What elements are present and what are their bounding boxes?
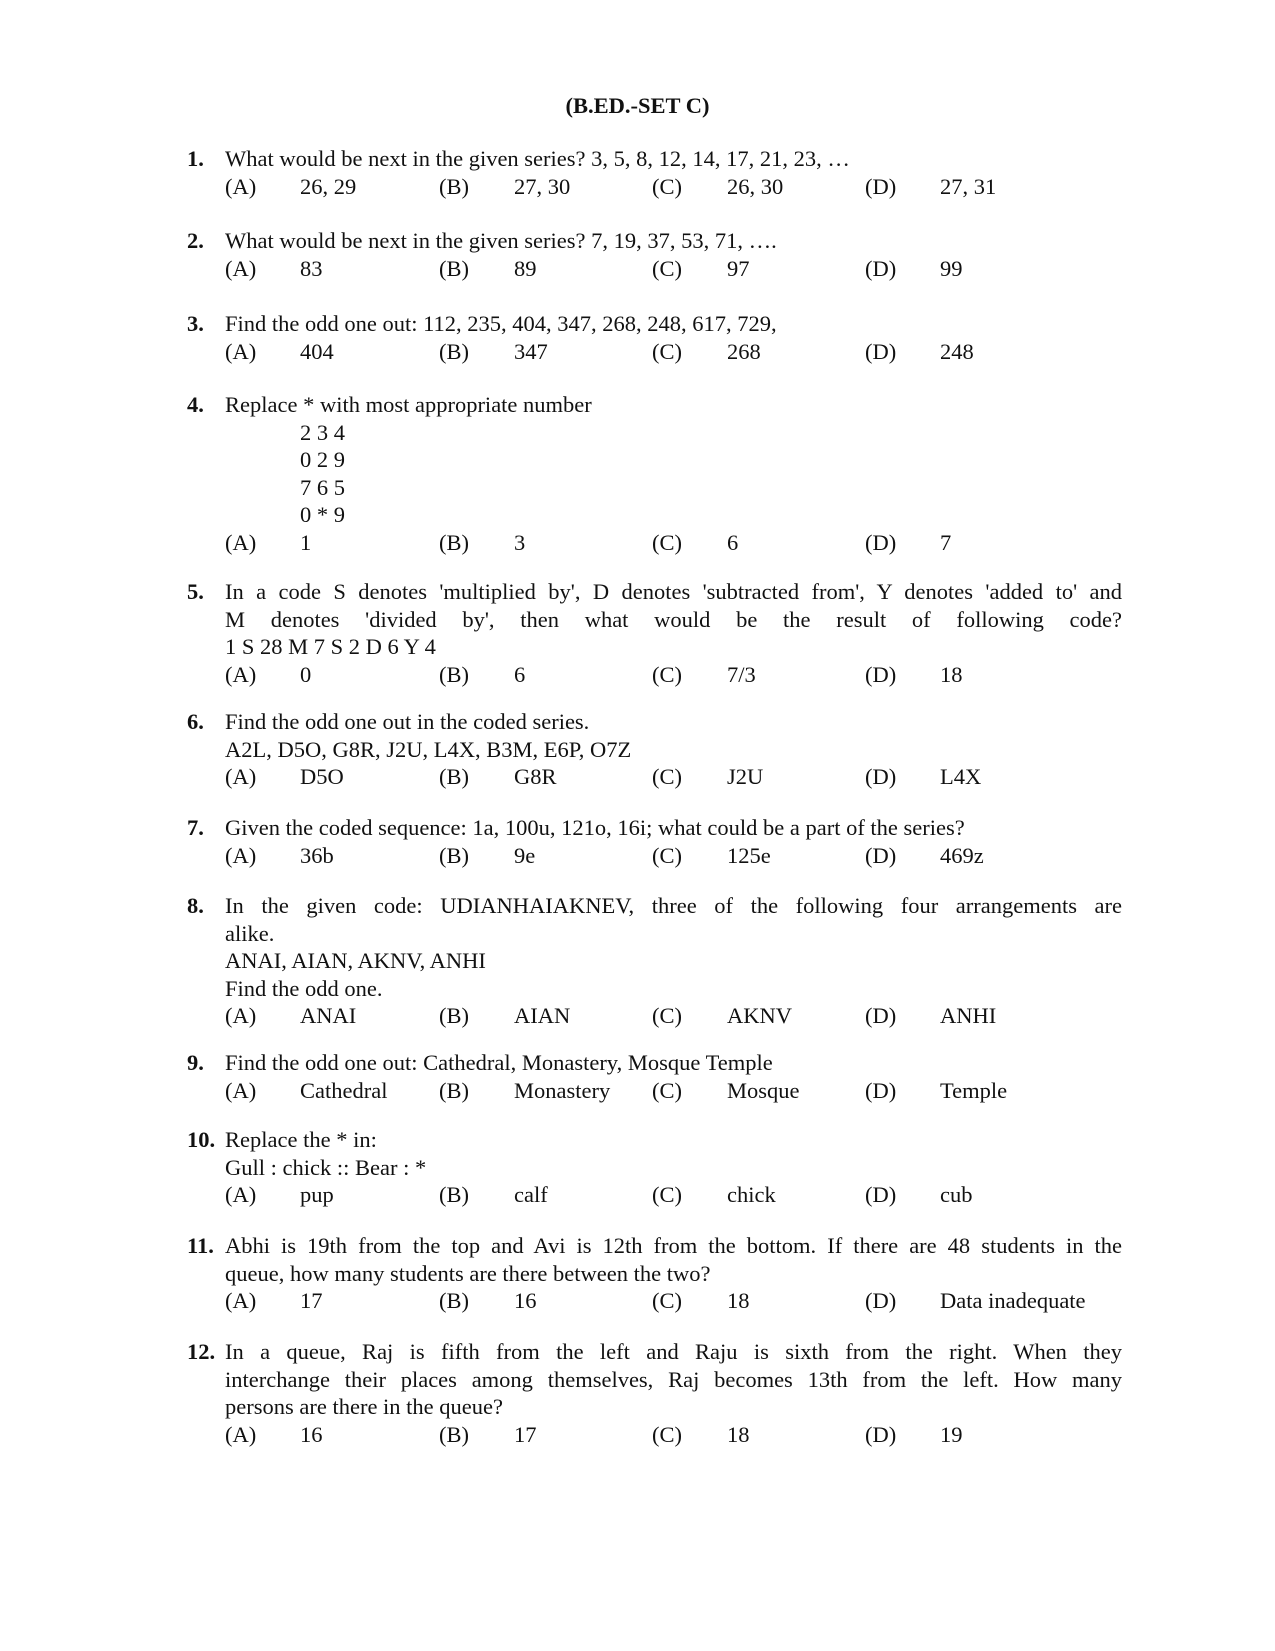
option-label: (C) xyxy=(652,1077,682,1103)
question-number: 12. xyxy=(187,1339,216,1364)
number-grid-row: 7 6 5 xyxy=(300,474,345,500)
option-value: Mosque xyxy=(727,1077,800,1103)
question-2 xyxy=(187,227,1122,282)
option-value: 268 xyxy=(727,338,761,364)
option-value: Cathedral xyxy=(300,1077,388,1103)
option-label: (A) xyxy=(225,1182,257,1208)
question-body xyxy=(225,814,1122,869)
option-label: (A) xyxy=(225,529,257,555)
question-12 xyxy=(187,1338,1122,1448)
option-label: (C) xyxy=(652,529,682,555)
option-value: 0 xyxy=(300,661,312,687)
option-label: (C) xyxy=(652,1182,682,1208)
option-value: 16 xyxy=(514,1288,537,1314)
answer-options xyxy=(225,1002,1122,1030)
question-text-line: Given the coded sequence: 1a, 100u, 121o, 16i; what could be a part of the series? xyxy=(225,815,965,840)
question-text-line: interchange their places among themselves, Raj becomes 13th from the left. How many xyxy=(225,1366,1122,1392)
option-label: (B) xyxy=(439,529,469,555)
option-label: (A) xyxy=(225,173,257,199)
question-number: 11. xyxy=(187,1233,214,1258)
option-value: 7/3 xyxy=(727,661,756,687)
option-value: L4X xyxy=(940,764,982,790)
option-label: (B) xyxy=(439,1003,469,1029)
question-11 xyxy=(187,1232,1122,1315)
question-body xyxy=(225,310,1122,365)
option-label: (B) xyxy=(439,1182,469,1208)
option-value: calf xyxy=(514,1182,548,1208)
option-value: G8R xyxy=(514,764,557,790)
question-text-line: What would be next in the given series? 7, 19, 37, 53, 71, …. xyxy=(225,228,777,253)
question-number: 7. xyxy=(187,815,204,840)
option-value: 83 xyxy=(300,255,323,281)
answer-options xyxy=(225,661,1122,689)
question-number: 6. xyxy=(187,709,204,734)
option-label: (D) xyxy=(865,1003,897,1029)
question-number: 4. xyxy=(187,392,204,417)
answer-options xyxy=(225,338,1122,366)
option-label: (D) xyxy=(865,255,897,281)
option-value: Data inadequate xyxy=(940,1288,1086,1314)
option-label: (B) xyxy=(439,842,469,868)
option-label: (D) xyxy=(865,842,897,868)
question-body xyxy=(225,1049,1122,1104)
question-3 xyxy=(187,310,1122,365)
question-body xyxy=(225,1338,1122,1448)
number-grid-row: 0 * 9 xyxy=(300,502,345,528)
option-value: 7 xyxy=(940,529,952,555)
option-value: 19 xyxy=(940,1421,963,1447)
option-value: 9e xyxy=(514,842,536,868)
option-label: (B) xyxy=(439,1421,469,1447)
option-value: 36b xyxy=(300,842,334,868)
option-value: Temple xyxy=(940,1077,1008,1103)
option-label: (A) xyxy=(225,764,257,790)
option-label: (B) xyxy=(439,661,469,687)
question-number: 5. xyxy=(187,579,204,604)
question-body xyxy=(225,892,1122,1030)
question-body xyxy=(225,708,1122,791)
question-text-line: In a queue, Raj is fifth from the left and Raju is sixth from the right. When they xyxy=(225,1339,1122,1364)
option-value: 404 xyxy=(300,338,334,364)
option-value: AKNV xyxy=(727,1003,792,1029)
answer-options xyxy=(225,1287,1122,1315)
option-value: D5O xyxy=(300,764,344,790)
number-grid-row: 0 2 9 xyxy=(300,447,345,473)
option-value: 26, 29 xyxy=(300,173,357,199)
option-label: (B) xyxy=(439,255,469,281)
option-value: ANHI xyxy=(940,1003,997,1029)
page-title: (B.ED.-SET C) xyxy=(565,93,710,118)
option-value: 89 xyxy=(514,255,537,281)
question-text-line: ANAI, AIAN, AKNV, ANHI xyxy=(225,948,486,974)
question-body xyxy=(225,1126,1122,1209)
answer-options xyxy=(225,1181,1122,1209)
option-value: 17 xyxy=(514,1421,537,1447)
option-label: (B) xyxy=(439,338,469,364)
answer-options xyxy=(225,763,1122,791)
option-value: cub xyxy=(940,1182,973,1208)
question-number: 1. xyxy=(187,146,204,171)
question-7 xyxy=(187,814,1122,869)
option-value: 6 xyxy=(514,661,526,687)
question-6 xyxy=(187,708,1122,791)
option-value: Monastery xyxy=(514,1077,611,1103)
option-value: 248 xyxy=(940,338,974,364)
question-5 xyxy=(187,578,1122,688)
option-label: (C) xyxy=(652,764,682,790)
question-text-line: alike. xyxy=(225,920,275,946)
answer-options xyxy=(225,173,1122,201)
question-text-line: M denotes 'divided by', then what would be the result of following code? xyxy=(225,606,1122,632)
option-value: 469z xyxy=(940,842,984,868)
option-label: (A) xyxy=(225,661,257,687)
answer-options xyxy=(225,529,1122,557)
answer-options xyxy=(225,842,1122,870)
option-value: 3 xyxy=(514,529,526,555)
question-1 xyxy=(187,145,1122,200)
option-value: 26, 30 xyxy=(727,173,784,199)
question-9 xyxy=(187,1049,1122,1104)
option-value: 27, 30 xyxy=(514,173,571,199)
option-value: 16 xyxy=(300,1421,323,1447)
option-label: (B) xyxy=(439,764,469,790)
option-label: (A) xyxy=(225,1003,257,1029)
option-label: (D) xyxy=(865,529,897,555)
option-label: (A) xyxy=(225,1077,257,1103)
option-label: (C) xyxy=(652,173,682,199)
option-label: (A) xyxy=(225,255,257,281)
option-label: (D) xyxy=(865,1421,897,1447)
option-value: AIAN xyxy=(514,1003,571,1029)
question-8 xyxy=(187,892,1122,1030)
option-value: 18 xyxy=(727,1288,750,1314)
option-label: (B) xyxy=(439,1288,469,1314)
option-label: (D) xyxy=(865,661,897,687)
question-text-line: Gull : chick :: Bear : * xyxy=(225,1154,427,1180)
question-text-line: persons are there in the queue? xyxy=(225,1394,503,1420)
option-label: (C) xyxy=(652,1421,682,1447)
question-text-line: queue, how many students are there between the two? xyxy=(225,1260,711,1286)
option-label: (C) xyxy=(652,338,682,364)
option-label: (C) xyxy=(652,1003,682,1029)
question-text-line: A2L, D5O, G8R, J2U, L4X, B3M, E6P, O7Z xyxy=(225,736,632,762)
answer-options xyxy=(225,1421,1122,1449)
question-body xyxy=(225,391,1122,557)
option-value: 125e xyxy=(727,842,771,868)
question-body xyxy=(225,145,1122,200)
question-text-line: 1 S 28 M 7 S 2 D 6 Y 4 xyxy=(225,634,436,660)
option-label: (D) xyxy=(865,1077,897,1103)
option-value: 18 xyxy=(940,661,963,687)
question-10 xyxy=(187,1126,1122,1209)
option-value: 17 xyxy=(300,1288,323,1314)
option-value: 18 xyxy=(727,1421,750,1447)
number-grid-row: 2 3 4 xyxy=(300,419,345,445)
option-value: 1 xyxy=(300,529,312,555)
option-label: (C) xyxy=(652,661,682,687)
question-text-line: In the given code: UDIANHAIAKNEV, three of the following four arrangements are xyxy=(225,893,1122,918)
option-label: (B) xyxy=(439,1077,469,1103)
question-text-line: Replace the * in: xyxy=(225,1127,377,1152)
option-label: (D) xyxy=(865,1288,897,1314)
option-label: (A) xyxy=(225,1288,257,1314)
question-text-line: Replace * with most appropriate number xyxy=(225,392,592,417)
question-number: 8. xyxy=(187,893,204,918)
option-value: 27, 31 xyxy=(940,173,997,199)
question-4 xyxy=(187,391,1122,557)
answer-options xyxy=(225,255,1122,283)
option-value: 347 xyxy=(514,338,548,364)
option-value: 6 xyxy=(727,529,739,555)
option-label: (D) xyxy=(865,338,897,364)
question-text-line: Find the odd one. xyxy=(225,975,383,1001)
option-label: (C) xyxy=(652,1288,682,1314)
option-label: (C) xyxy=(652,255,682,281)
option-value: 97 xyxy=(727,255,750,281)
question-text-line: Find the odd one out: Cathedral, Monastery, Mosque Temple xyxy=(225,1050,773,1075)
option-value: 99 xyxy=(940,255,963,281)
question-text-line: Find the odd one out in the coded series. xyxy=(225,709,590,734)
option-label: (C) xyxy=(652,842,682,868)
question-body xyxy=(225,1232,1122,1315)
option-value: ANAI xyxy=(300,1003,357,1029)
option-label: (D) xyxy=(865,764,897,790)
question-text-line: Abhi is 19th from the top and Avi is 12th from the bottom. If there are 48 students in the xyxy=(225,1233,1122,1258)
option-value: chick xyxy=(727,1182,776,1208)
question-number: 2. xyxy=(187,228,204,253)
option-label: (D) xyxy=(865,173,897,199)
question-text-line: In a code S denotes 'multiplied by', D denotes 'subtracted from', Y denotes 'added to' and xyxy=(225,579,1122,604)
question-body xyxy=(225,578,1122,688)
answer-options xyxy=(225,1077,1122,1105)
option-value: pup xyxy=(300,1182,334,1208)
question-body xyxy=(225,227,1122,282)
option-label: (A) xyxy=(225,842,257,868)
option-value: J2U xyxy=(727,764,764,790)
question-number: 10. xyxy=(187,1127,216,1152)
question-text-line: What would be next in the given series? 3, 5, 8, 12, 14, 17, 21, 23, … xyxy=(225,146,850,171)
option-label: (D) xyxy=(865,1182,897,1208)
question-number: 9. xyxy=(187,1050,204,1075)
question-number: 3. xyxy=(187,311,204,336)
option-label: (B) xyxy=(439,173,469,199)
question-text-line: Find the odd one out: 112, 235, 404, 347, 268, 248, 617, 729, xyxy=(225,311,777,336)
option-label: (A) xyxy=(225,338,257,364)
option-label: (A) xyxy=(225,1421,257,1447)
